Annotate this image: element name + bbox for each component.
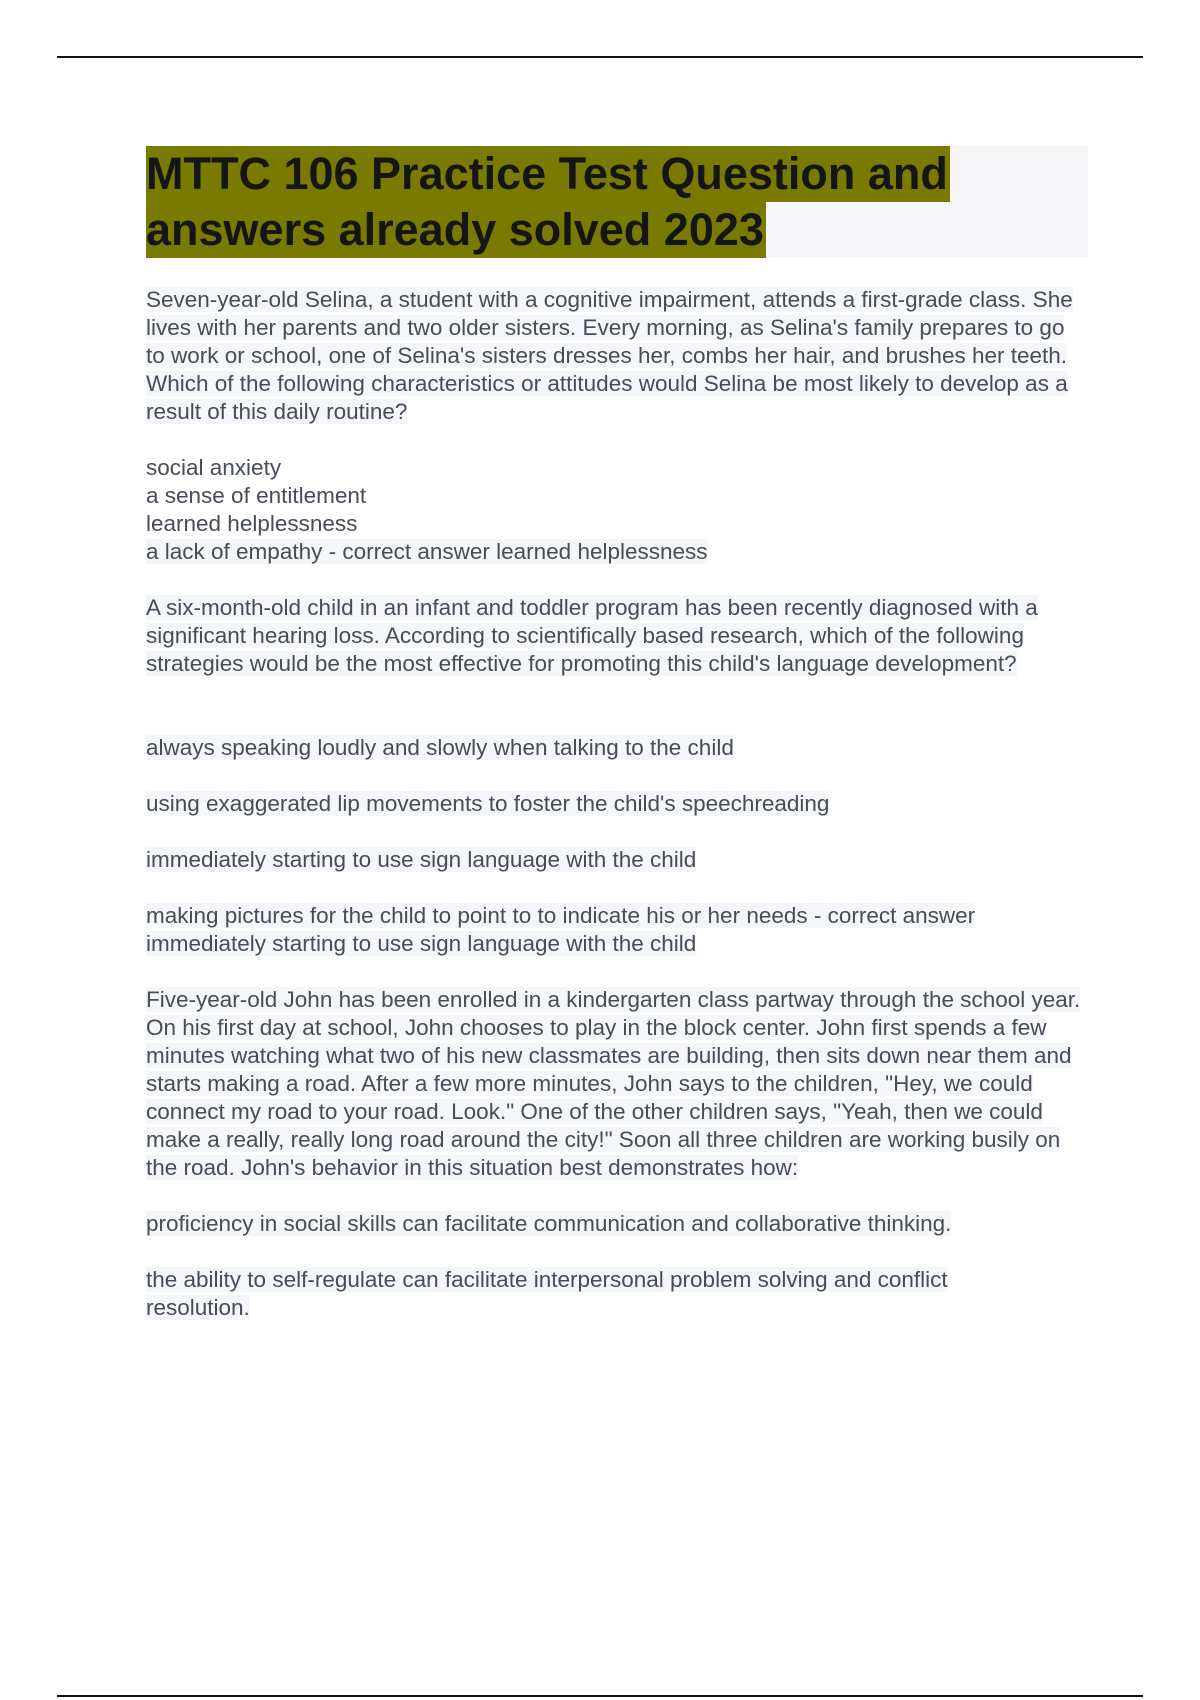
title-line-2: answers already solved 2023 [146,202,766,258]
question-3: Five-year-old John has been enrolled in a kindergarten class partway through the school year. On his first day at school, John chooses to play in the block center. John first spends a few minutes watching what two of his new classmates are building, then sits down near them and starts making a road. After a few more minutes, John says to the children, "Hey, we could connect my road to your road. Look." One of the other children says, "Yeah, then we could make a really, really long road around the city!" Soon all three children are working busily on the road. John's behavior in this situation best demonstrates how: [146,987,1081,1180]
q1-option-1: social anxiety [146,455,282,480]
q1-option-4-answer: a lack of empathy - correct answer learned helplessness [146,539,708,564]
question-1: Seven-year-old Selina, a student with a cognitive impairment, attends a first-grade class. She lives with her parents and two older sisters. Every morning, as Selina's family prepares to go to work or school, one of Selina's sisters dresses her, combs her hair, and brushes her teeth. Which of the following characteristics or attitudes would Selina be most likely to develop as a result of this daily routine? [146,287,1073,424]
q2-option-1: always speaking loudly and slowly when talking to the child [146,735,734,760]
title-line-1: MTTC 106 Practice Test Question and [146,146,950,202]
page-title [146,146,1088,258]
document-body [146,146,1088,1322]
top-divider [57,56,1143,58]
q2-option-3: immediately starting to use sign language with the child [146,847,697,872]
q2-option-2: using exaggerated lip movements to foster the child's speechreading [146,791,830,816]
q1-option-2: a sense of entitlement [146,483,367,508]
bottom-divider [57,1695,1143,1697]
q3-option-2: the ability to self-regulate can facilitate interpersonal problem solving and conflict resolution. [146,1267,948,1320]
q2-option-4-answer: making pictures for the child to point to to indicate his or her needs - correct answer immediately starting to use sign language with the child [146,903,976,956]
q3-option-1: proficiency in social skills can facilitate communication and collaborative thinking. [146,1211,952,1236]
q1-option-3: learned helplessness [146,511,358,536]
question-2: A six-month-old child in an infant and toddler program has been recently diagnosed with a significant hearing loss. According to scientifically based research, which of the following strategies would be the most effective for promoting this child's language development? [146,595,1038,676]
question-1-options [146,454,1088,566]
